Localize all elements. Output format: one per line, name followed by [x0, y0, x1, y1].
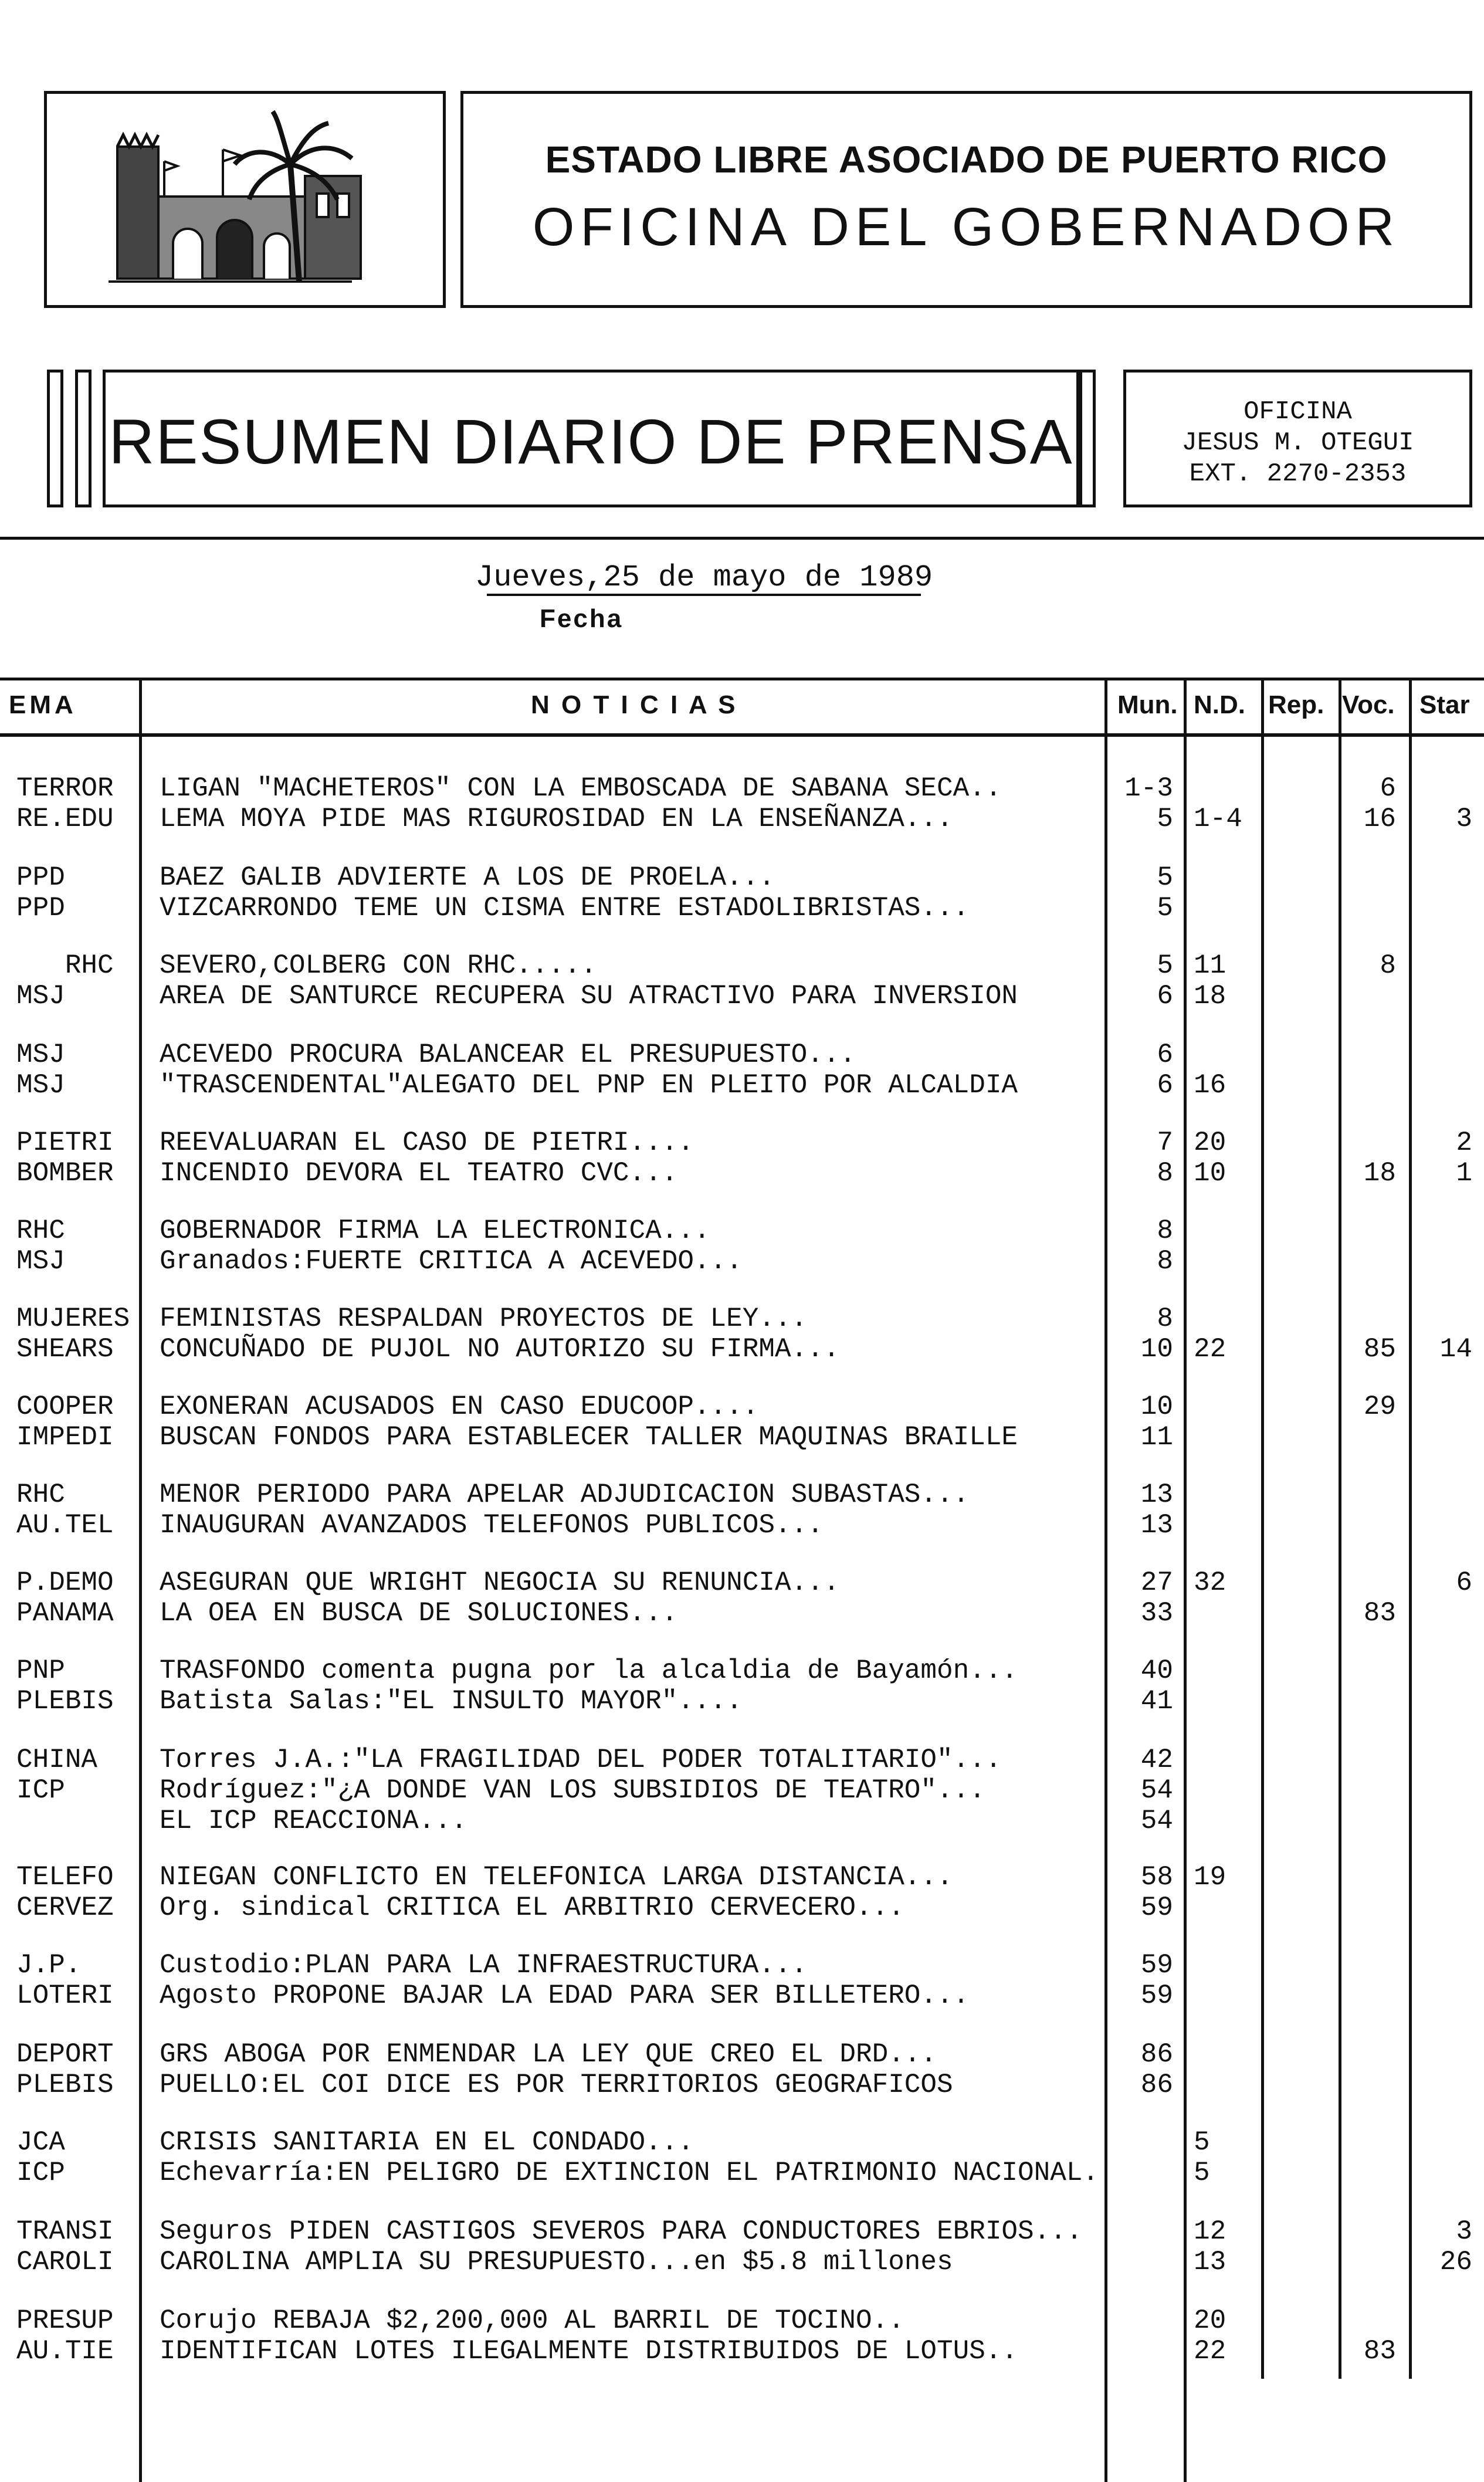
- headline-cell: TRASFONDO comenta pugna por la alcaldia de Bayamón...: [160, 1655, 1018, 1686]
- voc-page-cell: 8: [1380, 950, 1396, 981]
- list-item: [0, 1980, 1484, 2011]
- headline-cell: "TRASCENDENTAL"ALEGATO DEL PNP EN PLEITO POR ALCALDIA: [160, 1070, 1018, 1101]
- tema-cell: MSJ: [16, 1039, 65, 1070]
- headline-cell: CONCUÑADO DE PUJOL NO AUTORIZO SU FIRMA...: [160, 1334, 840, 1364]
- headline-cell: BUSCAN FONDOS PARA ESTABLECER TALLER MAQUINAS BRAILLE: [160, 1422, 1018, 1452]
- mun-page-cell: 86: [1140, 2070, 1173, 2100]
- mun-page-cell: 42: [1140, 1745, 1173, 1775]
- tema-cell: IMPEDI: [16, 1422, 114, 1452]
- tema-cell: RHC: [16, 1215, 65, 1246]
- headline-cell: CRISIS SANITARIA EN EL CONDADO...: [160, 2127, 694, 2158]
- headline-cell: REEVALUARAN EL CASO DE PIETRI....: [160, 1127, 694, 1158]
- headline-cell: GRS ABOGA POR ENMENDAR LA LEY QUE CREO EL DRD...: [160, 2039, 937, 2070]
- headline-cell: EL ICP REACCIONA...: [160, 1806, 467, 1836]
- headline-cell: ASEGURAN QUE WRIGHT NEGOCIA SU RENUNCIA...: [160, 1567, 840, 1598]
- tema-cell: TELEFO: [16, 1862, 114, 1892]
- mun-page-cell: 5: [1157, 950, 1173, 981]
- star-page-cell: 1: [1456, 1158, 1472, 1188]
- tema-cell: CHINA: [16, 1745, 98, 1775]
- headline-cell: VIZCARRONDO TEME UN CISMA ENTRE ESTADOLIBRISTAS...: [160, 893, 970, 923]
- tema-cell: RHC: [16, 950, 114, 981]
- col-mun: Mun.: [1117, 690, 1178, 719]
- list-item: [0, 893, 1484, 923]
- headline-cell: Rodríguez:"¿A DONDE VAN LOS SUBSIDIOS DE TEATRO"...: [160, 1775, 985, 1806]
- col-star: Star: [1419, 690, 1470, 719]
- tema-cell: COOPER: [16, 1391, 114, 1422]
- list-item: [0, 2127, 1484, 2158]
- headline-cell: Corujo REBAJA $2,200,000 AL BARRIL DE TOCINO..: [160, 2305, 904, 2336]
- nd-page-cell: 20: [1194, 2305, 1226, 2336]
- org-line-1: ESTADO LIBRE ASOCIADO DE PUERTO RICO: [545, 138, 1388, 181]
- tema-cell: J.P.: [16, 1950, 82, 1980]
- mun-page-cell: 8: [1157, 1158, 1173, 1188]
- tema-cell: ICP: [16, 2158, 65, 2188]
- mun-page-cell: 6: [1157, 1039, 1173, 1070]
- mun-page-cell: 59: [1140, 1892, 1173, 1923]
- nd-page-cell: 20: [1194, 1127, 1226, 1158]
- tema-cell: AU.TIE: [16, 2336, 114, 2366]
- office-line-3: EXT. 2270-2353: [1189, 459, 1407, 489]
- tema-cell: RHC: [16, 1479, 65, 1510]
- tema-cell: P.DEMO: [16, 1567, 114, 1598]
- tema-cell: PNP: [16, 1655, 65, 1686]
- list-item: [0, 1806, 1484, 1836]
- tema-cell: LOTERI: [16, 1980, 114, 2011]
- list-item: [0, 862, 1484, 893]
- voc-page-cell: 6: [1380, 773, 1396, 804]
- tema-cell: PRESUP: [16, 2305, 114, 2336]
- headline-cell: MENOR PERIODO PARA APELAR ADJUDICACION SUBASTAS...: [160, 1479, 970, 1510]
- col-rep: Rep.: [1268, 690, 1324, 719]
- list-item: [0, 2039, 1484, 2070]
- nd-page-cell: 12: [1194, 2216, 1226, 2247]
- headline-cell: INAUGURAN AVANZADOS TELEFONOS PUBLICOS...: [160, 1510, 824, 1540]
- headline-cell: LEMA MOYA PIDE MAS RIGUROSIDAD EN LA ENSEÑANZA...: [160, 804, 953, 834]
- headline-cell: Echevarría:EN PELIGRO DE EXTINCION EL PATRIMONIO NACIONAL.: [160, 2158, 1099, 2188]
- tema-cell: ICP: [16, 1775, 65, 1806]
- headline-cell: IDENTIFICAN LOTES ILEGALMENTE DISTRIBUIDOS DE LOTUS..: [160, 2336, 1018, 2366]
- voc-page-cell: 18: [1363, 1158, 1396, 1188]
- list-item: [0, 1127, 1484, 1158]
- nd-page-cell: 13: [1194, 2247, 1226, 2277]
- header-rule: [0, 537, 1484, 540]
- list-item: [0, 1655, 1484, 1686]
- nd-page-cell: 1-4: [1194, 804, 1242, 834]
- headline-cell: SEVERO,COLBERG CON RHC.....: [160, 950, 597, 981]
- col-noticias: N O T I C I A S: [531, 690, 738, 719]
- mun-page-cell: 13: [1140, 1479, 1173, 1510]
- headline-cell: PUELLO:EL COI DICE ES POR TERRITORIOS GEOGRAFICOS: [160, 2070, 953, 2100]
- mun-page-cell: 13: [1140, 1510, 1173, 1540]
- date-value: Jueves,25 de mayo de 1989: [475, 560, 933, 595]
- tema-cell: DEPORT: [16, 2039, 114, 2070]
- tema-cell: PLEBIS: [16, 1686, 114, 1716]
- tema-cell: TRANSI: [16, 2216, 114, 2247]
- mun-page-cell: 11: [1140, 1422, 1173, 1452]
- star-page-cell: 2: [1456, 1127, 1472, 1158]
- voc-page-cell: 83: [1363, 1598, 1396, 1628]
- nd-page-cell: 10: [1194, 1158, 1226, 1188]
- mun-page-cell: 10: [1140, 1391, 1173, 1422]
- decor-bar-left-1: [47, 370, 63, 507]
- tema-cell: PIETRI: [16, 1127, 114, 1158]
- nd-page-cell: 22: [1194, 2336, 1226, 2366]
- headline-cell: Torres J.A.:"LA FRAGILIDAD DEL PODER TOTALITARIO"...: [160, 1745, 1002, 1775]
- mun-page-cell: 33: [1140, 1598, 1173, 1628]
- list-item: [0, 2305, 1484, 2336]
- tema-cell: JCA: [16, 2127, 65, 2158]
- headline-cell: Seguros PIDEN CASTIGOS SEVEROS PARA CONDUCTORES EBRIOS...: [160, 2216, 1083, 2247]
- list-item: [0, 2247, 1484, 2277]
- list-item: [0, 1745, 1484, 1775]
- mun-page-cell: 10: [1140, 1334, 1173, 1364]
- list-item: [0, 1215, 1484, 1246]
- mun-page-cell: 8: [1157, 1303, 1173, 1334]
- list-item: [0, 1862, 1484, 1892]
- headline-cell: FEMINISTAS RESPALDAN PROYECTOS DE LEY...: [160, 1303, 808, 1334]
- tema-cell: RE.EDU: [16, 804, 114, 834]
- tema-cell: BOMBER: [16, 1158, 114, 1188]
- list-item: [0, 1775, 1484, 1806]
- tema-cell: MSJ: [16, 1246, 65, 1276]
- star-page-cell: 6: [1456, 1567, 1472, 1598]
- decor-bar-left-2: [75, 370, 92, 507]
- list-item: [0, 1479, 1484, 1510]
- mun-page-cell: 27: [1140, 1567, 1173, 1598]
- title-box: [103, 370, 1079, 507]
- nd-page-cell: 5: [1194, 2158, 1210, 2188]
- headline-cell: AREA DE SANTURCE RECUPERA SU ATRACTIVO PARA INVERSION: [160, 981, 1018, 1011]
- headline-cell: CAROLINA AMPLIA SU PRESUPUESTO...en $5.8 millones: [160, 2247, 953, 2277]
- star-page-cell: 3: [1456, 804, 1472, 834]
- list-item: [0, 1892, 1484, 1923]
- nd-page-cell: 19: [1194, 1862, 1226, 1892]
- list-item: [0, 804, 1484, 834]
- mun-page-cell: 59: [1140, 1980, 1173, 2011]
- mun-page-cell: 54: [1140, 1806, 1173, 1836]
- list-item: [0, 1334, 1484, 1364]
- nd-page-cell: 18: [1194, 981, 1226, 1011]
- tema-cell: TERROR: [16, 773, 114, 804]
- tema-cell: PPD: [16, 862, 65, 893]
- headline-cell: LA OEA EN BUSCA DE SOLUCIONES...: [160, 1598, 678, 1628]
- star-page-cell: 14: [1439, 1334, 1472, 1364]
- mun-page-cell: 5: [1157, 893, 1173, 923]
- mun-page-cell: 1-3: [1124, 773, 1173, 804]
- list-item: [0, 1598, 1484, 1628]
- mun-page-cell: 41: [1140, 1686, 1173, 1716]
- mun-page-cell: 8: [1157, 1246, 1173, 1276]
- list-item: [0, 1510, 1484, 1540]
- headline-cell: BAEZ GALIB ADVIERTE A LOS DE PROELA...: [160, 862, 775, 893]
- star-page-cell: 26: [1439, 2247, 1472, 2277]
- mun-page-cell: 59: [1140, 1950, 1173, 1980]
- office-line-2: JESUS M. OTEGUI: [1181, 428, 1414, 458]
- list-item: [0, 1158, 1484, 1188]
- org-line-2: OFICINA DEL GOBERNADOR: [532, 197, 1401, 257]
- list-item: [0, 2336, 1484, 2366]
- headline-cell: LIGAN "MACHETEROS" CON LA EMBOSCADA DE SABANA SECA..: [160, 773, 1002, 804]
- organization-header: [460, 91, 1472, 308]
- voc-page-cell: 83: [1363, 2336, 1396, 2366]
- list-item: [0, 2216, 1484, 2247]
- nd-page-cell: 11: [1194, 950, 1226, 981]
- headline-cell: Agosto PROPONE BAJAR LA EDAD PARA SER BILLETERO...: [160, 1980, 970, 2011]
- headline-cell: EXONERAN ACUSADOS EN CASO EDUCOOP....: [160, 1391, 759, 1422]
- tema-cell: AU.TEL: [16, 1510, 114, 1540]
- headline-cell: GOBERNADOR FIRMA LA ELECTRONICA...: [160, 1215, 710, 1246]
- headline-cell: ACEVEDO PROCURA BALANCEAR EL PRESUPUESTO...: [160, 1039, 856, 1070]
- list-item: [0, 1686, 1484, 1716]
- list-item: [0, 2070, 1484, 2100]
- headline-cell: Granados:FUERTE CRITICA A ACEVEDO...: [160, 1246, 743, 1276]
- office-line-1: OFICINA: [1244, 397, 1352, 426]
- tema-cell: PANAMA: [16, 1598, 114, 1628]
- star-page-cell: 3: [1456, 2216, 1472, 2247]
- decor-bar-right-1: [1079, 370, 1096, 507]
- list-item: [0, 1391, 1484, 1422]
- tema-cell: CERVEZ: [16, 1892, 114, 1923]
- headline-cell: INCENDIO DEVORA EL TEATRO CVC...: [160, 1158, 678, 1188]
- list-item: [0, 1039, 1484, 1070]
- col-tema: EMA: [9, 690, 77, 719]
- list-item: [0, 1070, 1484, 1101]
- tema-cell: SHEARS: [16, 1334, 114, 1364]
- voc-page-cell: 16: [1363, 804, 1396, 834]
- nd-page-cell: 16: [1194, 1070, 1226, 1101]
- mun-page-cell: 6: [1157, 1070, 1173, 1101]
- logo-box: [44, 91, 446, 308]
- nd-page-cell: 5: [1194, 2127, 1210, 2158]
- tema-cell: CAROLI: [16, 2247, 114, 2277]
- voc-page-cell: 85: [1363, 1334, 1396, 1364]
- list-item: [0, 1303, 1484, 1334]
- nd-page-cell: 32: [1194, 1567, 1226, 1598]
- tema-cell: MSJ: [16, 1070, 65, 1101]
- headline-cell: Org. sindical CRITICA EL ARBITRIO CERVECERO...: [160, 1892, 904, 1923]
- date-label: Fecha: [540, 604, 624, 633]
- nd-page-cell: 22: [1194, 1334, 1226, 1364]
- headline-cell: Batista Salas:"EL INSULTO MAYOR"....: [160, 1686, 743, 1716]
- mun-page-cell: 54: [1140, 1775, 1173, 1806]
- mun-page-cell: 7: [1157, 1127, 1173, 1158]
- headline-cell: Custodio:PLAN PARA LA INFRAESTRUCTURA...: [160, 1950, 808, 1980]
- list-item: [0, 773, 1484, 804]
- mun-page-cell: 5: [1157, 804, 1173, 834]
- document-title: RESUMEN DIARIO DE PRENSA: [109, 406, 1073, 477]
- list-item: [0, 1422, 1484, 1452]
- mun-page-cell: 58: [1140, 1862, 1173, 1892]
- mun-page-cell: 5: [1157, 862, 1173, 893]
- office-box: [1123, 370, 1472, 507]
- list-item: [0, 2158, 1484, 2188]
- headline-cell: NIEGAN CONFLICTO EN TELEFONICA LARGA DISTANCIA...: [160, 1862, 953, 1892]
- list-item: [0, 1950, 1484, 1980]
- tema-cell: MUJERES: [16, 1303, 130, 1334]
- mun-page-cell: 8: [1157, 1215, 1173, 1246]
- col-voc: Voc.: [1342, 690, 1395, 719]
- list-item: [0, 1567, 1484, 1598]
- col-nd: N.D.: [1194, 690, 1245, 719]
- tema-cell: MSJ: [16, 981, 65, 1011]
- mun-page-cell: 40: [1140, 1655, 1173, 1686]
- mun-page-cell: 86: [1140, 2039, 1173, 2070]
- tema-cell: PPD: [16, 893, 65, 923]
- list-item: [0, 950, 1484, 981]
- list-item: [0, 1246, 1484, 1276]
- fortaleza-logo-icon: [47, 94, 443, 305]
- list-item: [0, 981, 1484, 1011]
- tema-cell: PLEBIS: [16, 2070, 114, 2100]
- mun-page-cell: 6: [1157, 981, 1173, 1011]
- date-underline: [487, 594, 921, 596]
- voc-page-cell: 29: [1363, 1391, 1396, 1422]
